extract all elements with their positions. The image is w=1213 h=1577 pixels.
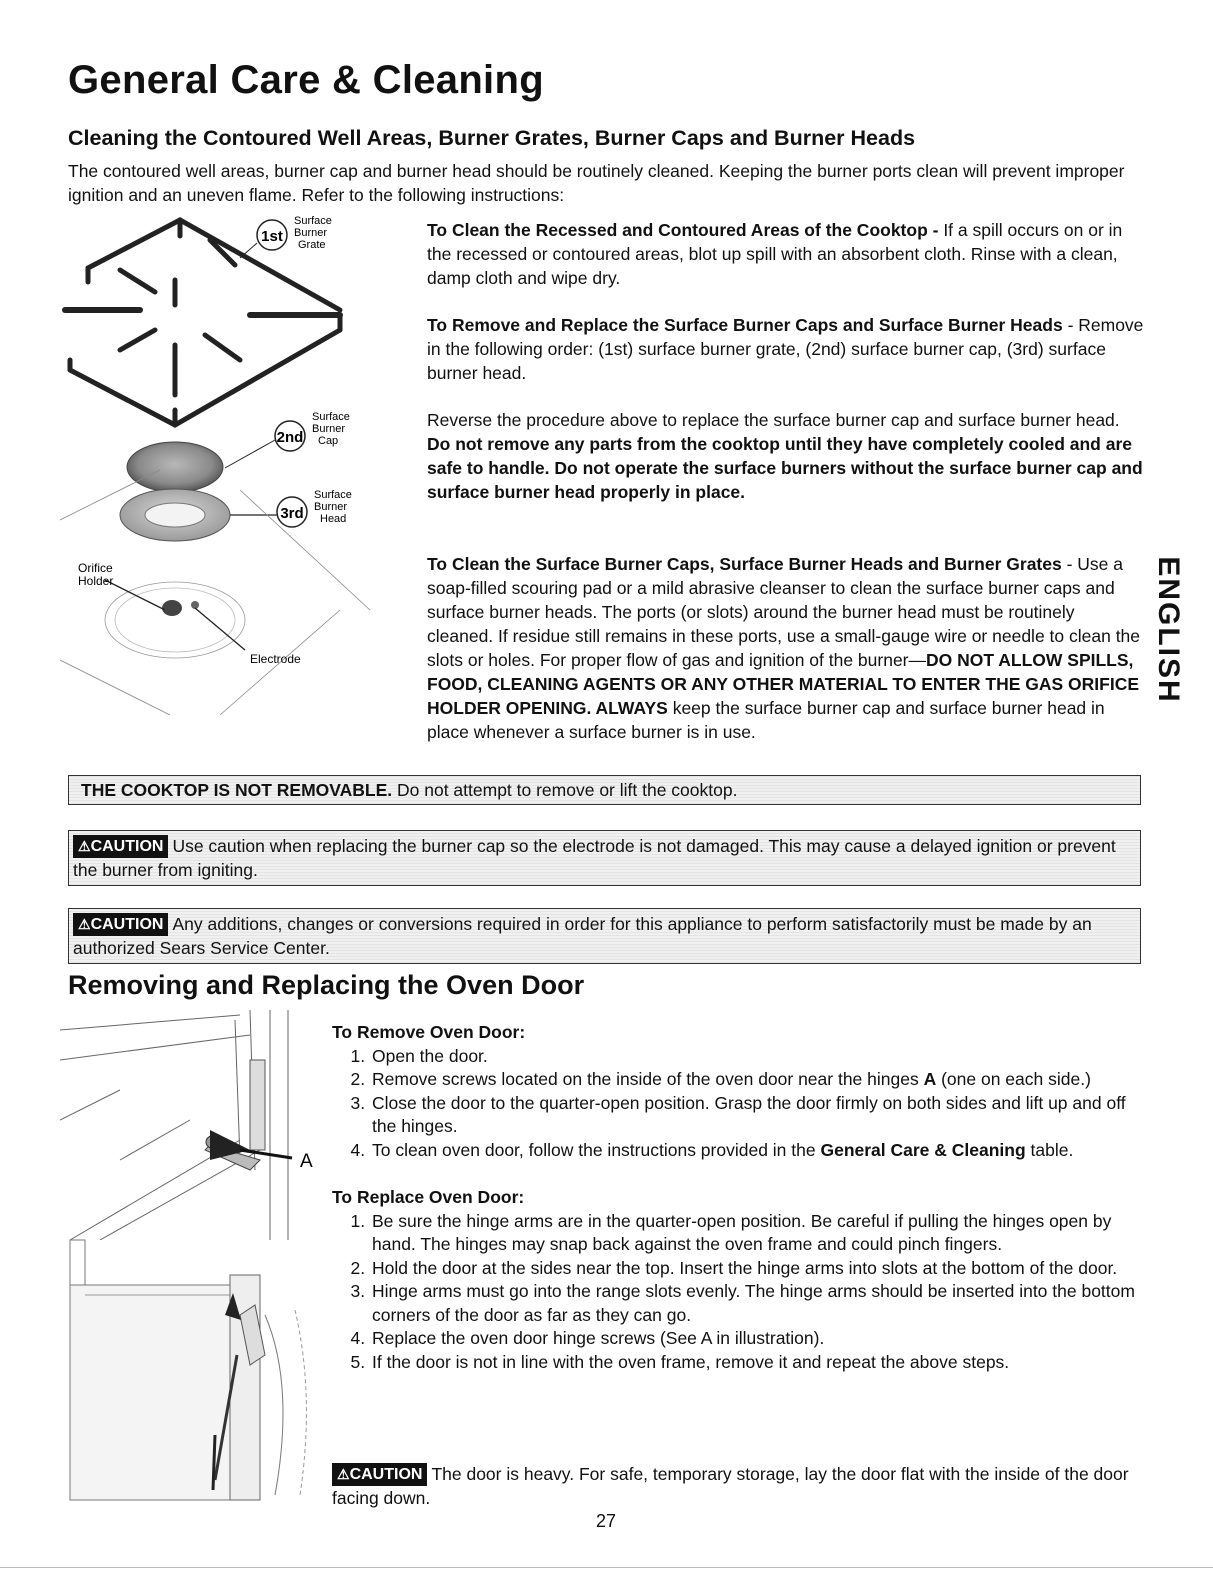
clean-caps-text-end: keep the surface burner cap and surface burner head in place whenever a surface burner is in use. [427,698,1105,742]
burner-cap [127,442,223,492]
orifice-label-line2: Holder [78,574,114,588]
remove-step-2 [370,1068,1144,1092]
remove-step-4-text: To clean oven door, follow the instructions provided in the [372,1139,821,1160]
cap-label-line1: Surface [312,411,350,423]
replace-step-1: 1. Be sure the hinge arms are in the quarter-open position. Be careful if pulling the hinges open by hand. The hinges may snap back against the oven frame and could pinch fingers. [370,1210,1144,1257]
bottom-rule [0,1567,1213,1568]
section-heading-oven-door: Removing and Replacing the Oven Door [68,970,585,1000]
language-tab [1148,556,1188,704]
step-1-number: 1st [261,228,283,245]
replace-step-4: 4. Replace the oven door hinge screws (See A in illustration). [370,1327,1144,1351]
burner-exploded-diagram [60,210,420,720]
electrode [191,601,199,609]
electrode-label: Electrode [250,652,301,666]
clean-caps-warning: DO NOT ALLOW SPILLS, FOOD, CLEANING AGENTS OR ANY OTHER MATERIAL TO ENTER THE GAS ORIFICE HOLDER OPENING. ALWAYS [427,650,1140,718]
remove-step-2-hinge: A [923,1069,937,1089]
remove-step-4-ref: General Care & Cleaning [820,1139,1026,1160]
cap-label-line3: Cap [318,435,339,447]
caution-word: CAUTION [349,1466,423,1483]
replace-door-heading: To Replace Oven Door: [332,1187,525,1207]
caution-notice-door [332,1463,1144,1510]
head-label-line1: Surface [314,489,352,501]
caution-text-service: Any additions, changes or conversions required in order for this appliance to perform satisfactorily must be made by an authorized Sears Service Center. [73,914,1092,958]
replace-step-5: 5. If the door is not in line with the oven frame, remove it and repeat the above steps. [370,1351,1144,1375]
recessed-heading: To Clean the Recessed and Contoured Areas of the Cooktop - [427,220,939,240]
remove-replace-text: - Remove in the following order: (1st) surface burner grate, (2nd) surface burner cap, (3rd) surface burner head. [427,315,1144,383]
grate-label-line2: Burner [294,227,328,239]
hinge-label: A [300,1151,313,1172]
orifice-holder [162,600,182,616]
head-label-line3: Head [320,513,347,525]
section-intro: The contoured well areas, burner cap and burner head should be routinely cleaned. Keeping the burner ports clean will prevent improper ignition and an uneven flame. Refer to the following instructions: [68,161,1125,205]
recessed-areas-instructions [427,218,1145,290]
remove-door-heading: To Remove Oven Door: [332,1022,526,1042]
reverse-warning: Do not remove any parts from the cooktop until they have completely cooled and are safe to handle. Do not operate the surface burners without the surface burner cap and surface burner head properly in place. [427,434,1143,502]
caution-word: CAUTION [90,838,164,855]
caution-text-door: The door is heavy. For safe, temporary storage, lay the door flat with the inside of the door facing down. [332,1464,1129,1508]
reverse-text: Reverse the procedure above to replace the surface burner cap and surface burner head. [427,410,1120,430]
clean-caps-heading: To Clean the Surface Burner Caps, Surface Burner Heads and Burner Grates [427,554,1062,574]
step-3-number: 3rd [280,505,304,522]
oven-door-insert-illustration [65,1235,335,1505]
clean-caps-instructions [427,552,1145,744]
remove-step-2-end: (one on each side.) [936,1069,1091,1089]
caution-triangle-icon: ⚠ [78,916,91,932]
page-title: General Care & Cleaning [68,58,544,102]
remove-door-instructions [332,1021,1144,1162]
head-label-line2: Burner [314,501,348,513]
orifice-label-line1: Orifice [78,561,113,575]
replace-step-2: 2. Hold the door at the sides near the top. Insert the hinge arms into slots at the bottom of the door. [370,1257,1144,1281]
remove-step-4 [370,1139,1144,1163]
remove-step-3: 3. Close the door to the quarter-open position. Grasp the door firmly on both sides and lift up and off the hinges. [370,1092,1144,1139]
caution-badge [73,835,168,858]
cooktop-notice-text: Do not attempt to remove or lift the cooktop. [392,780,738,800]
caution-triangle-icon: ⚠ [337,1466,350,1482]
caution-notice-service [68,908,1141,964]
section-heading-burners: Cleaning the Contoured Well Areas, Burner Grates, Burner Caps and Burner Heads [68,126,916,150]
remove-step-1: 1. Open the door. [370,1045,1144,1069]
language-tab-label: ENGLISH [1152,556,1185,704]
replace-door-instructions [332,1186,1144,1374]
remove-step-4-end: table. [1025,1139,1074,1160]
grate-label-line3: Grate [298,239,326,251]
remove-step-2-text: Remove screws located on the inside of the oven door near the hinges [372,1069,924,1089]
clean-caps-text: - Use a soap-filled scouring pad or a mild abrasive cleanser to clean the surface burner caps and surface burner heads. The ports (or slots) around the burner head must be routinely cleaned. If residue still remains in these ports, use a small-gauge wire or needle to clean the slots or holes. For proper flow of gas and ignition of the burner— [427,554,1141,670]
caution-text-electrode: Use caution when replacing the burner cap so the electrode is not damaged. This may cause a delayed ignition or prevent the burner from igniting. [73,836,1116,880]
caution-triangle-icon: ⚠ [78,838,91,854]
cooktop-notice-lead: THE COOKTOP IS NOT REMOVABLE. [81,780,393,800]
remove-replace-instructions [427,313,1145,385]
oven-door-hinge-illustration [60,1010,330,1240]
caution-badge [332,1463,427,1486]
page-number: 27 [596,1511,617,1531]
caution-notice-electrode [68,830,1141,886]
cooktop-notice [68,775,1141,805]
reverse-procedure [427,408,1145,504]
caution-badge [73,913,168,936]
replace-step-3: 3. Hinge arms must go into the range slots evenly. The hinge arms should be inserted into the bottom corners of the door as far as they can go. [370,1280,1144,1327]
caution-word: CAUTION [90,916,164,933]
recessed-text: If a spill occurs on or in the recessed or contoured areas, blot up spill with an absorbent cloth. Rinse with a clean, damp cloth and wipe dry. [427,220,1123,288]
grate-label-line1: Surface [294,215,332,227]
cap-label-line2: Burner [312,423,346,435]
step-2-number: 2nd [276,429,304,446]
remove-replace-heading: To Remove and Replace the Surface Burner Caps and Surface Burner Heads [427,315,1063,335]
